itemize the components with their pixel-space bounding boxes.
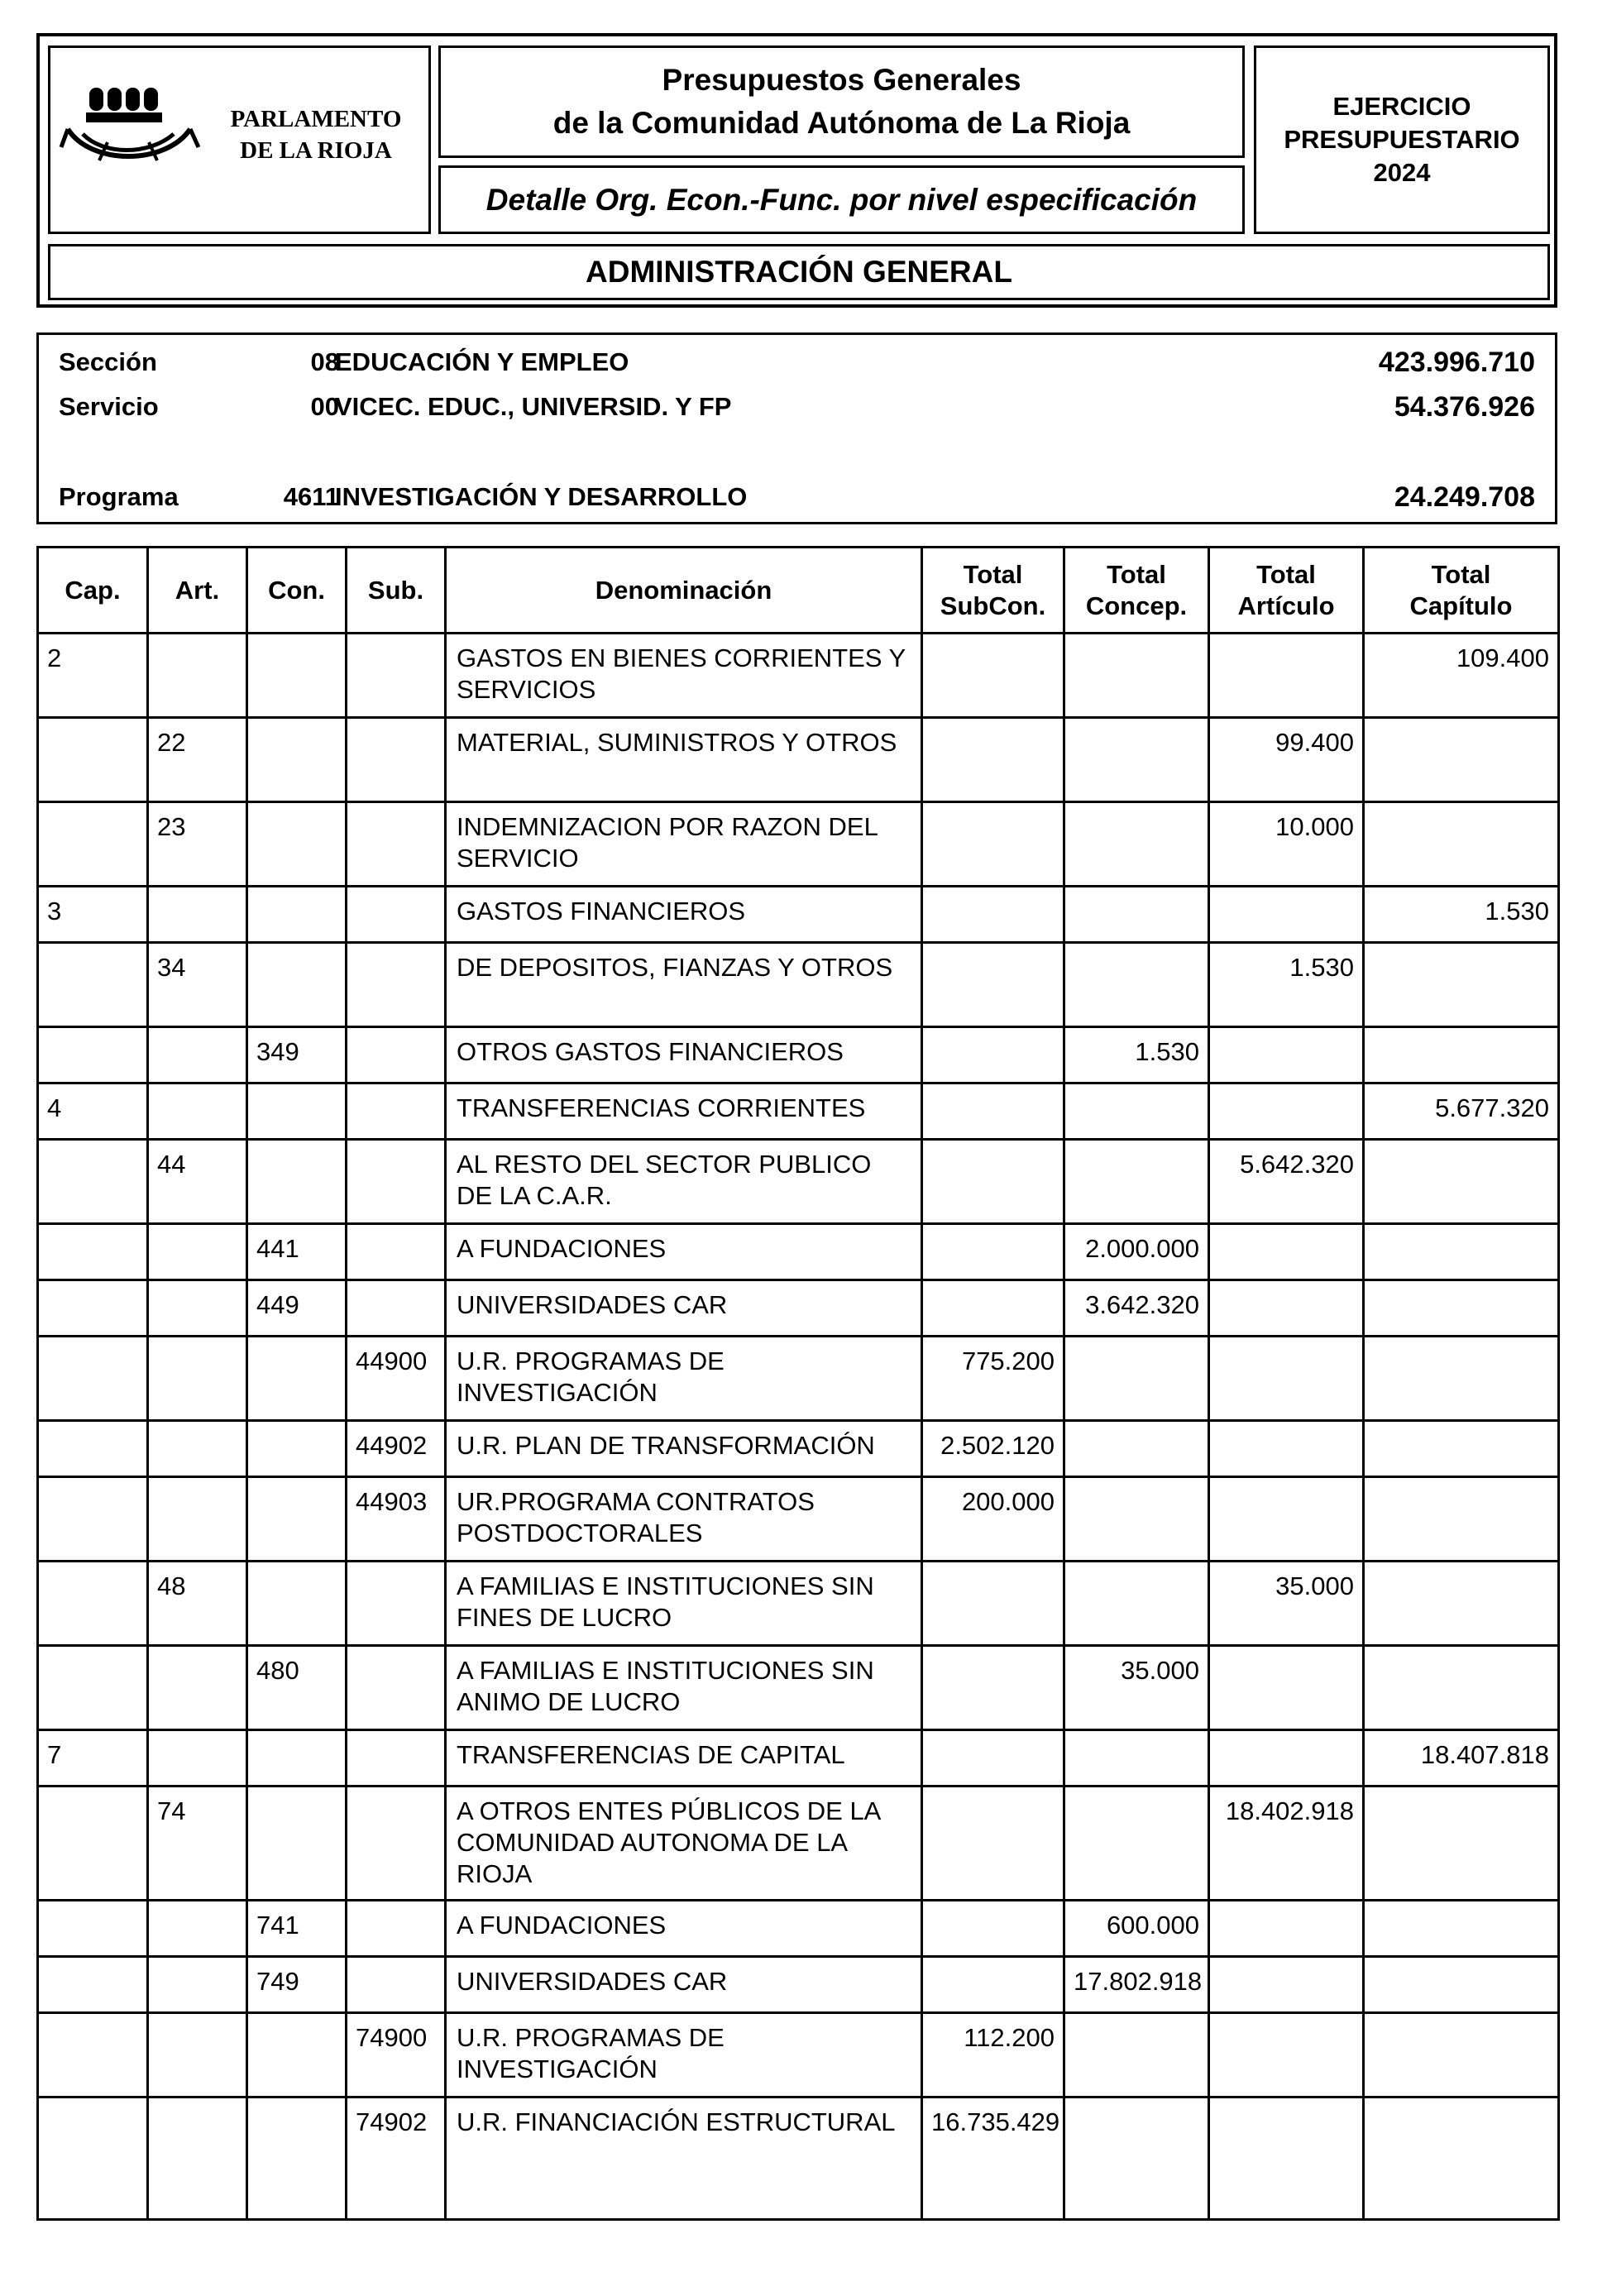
cell-subcon: [922, 1083, 1064, 1140]
cell-con: 749: [247, 1957, 347, 2013]
cell-sub: [347, 1224, 446, 1280]
cell-capitulo: [1364, 1421, 1559, 1477]
cell-subcon: [922, 887, 1064, 943]
exercise-line2: PRESUPUESTARIO: [1284, 125, 1520, 154]
cell-art: [148, 1027, 247, 1083]
header-total-subcon-l2: SubCon.: [940, 591, 1046, 620]
cell-sub: [347, 1027, 446, 1083]
cell-con: [247, 2013, 347, 2097]
cell-concep: [1064, 943, 1209, 1027]
cell-capitulo: [1364, 1901, 1559, 1957]
table-row: [38, 1646, 1559, 1730]
logo-text-line1: PARLAMENTO: [230, 106, 402, 132]
table-row: [38, 1027, 1559, 1083]
cell-art: [148, 2097, 247, 2220]
cell-subcon: [922, 1224, 1064, 1280]
cell-den: TRANSFERENCIAS CORRIENTES: [446, 1083, 922, 1140]
cell-subcon: [922, 1140, 1064, 1224]
cell-concep: [1064, 1562, 1209, 1646]
cell-sub: [347, 1280, 446, 1337]
cell-concep: 3.642.320: [1064, 1280, 1209, 1337]
cell-con: 441: [247, 1224, 347, 1280]
cell-capitulo: [1364, 1562, 1559, 1646]
cell-capitulo: [1364, 2013, 1559, 2097]
cell-cap: [38, 2013, 148, 2097]
cell-cap: [38, 1280, 148, 1337]
cell-art: [148, 1477, 247, 1562]
cell-art: [148, 1421, 247, 1477]
cell-capitulo: [1364, 1140, 1559, 1224]
table-row: [38, 1957, 1559, 2013]
header-total-capitulo-l2: Capítulo: [1409, 591, 1513, 620]
cell-den: MATERIAL, SUMINISTROS Y OTROS: [446, 718, 922, 802]
cell-con: [247, 1140, 347, 1224]
cell-art: [148, 1224, 247, 1280]
cell-capitulo: 109.400: [1364, 634, 1559, 718]
table-row: [38, 1901, 1559, 1957]
fiscal-year-panel: [1254, 45, 1550, 234]
programa-code: 4611: [283, 482, 339, 511]
cell-concep: 2.000.000: [1064, 1224, 1209, 1280]
header-total-capitulo-l1: Total: [1431, 559, 1491, 589]
header-total-concep-l1: Total: [1107, 559, 1166, 589]
cell-articulo: [1209, 1337, 1364, 1421]
cell-sub: [347, 943, 446, 1027]
cell-articulo: [1209, 1083, 1364, 1140]
cell-art: 48: [148, 1562, 247, 1646]
header-total-articulo-l1: Total: [1256, 559, 1316, 589]
cell-capitulo: [1364, 2097, 1559, 2220]
cell-articulo: [1209, 1280, 1364, 1337]
cell-cap: [38, 1224, 148, 1280]
seccion-amount: 423.996.710: [1378, 347, 1535, 378]
administration-title: ADMINISTRACIÓN GENERAL: [48, 244, 1550, 300]
cell-sub: 44903: [347, 1477, 446, 1562]
cell-cap: 7: [38, 1730, 148, 1787]
table-row: [38, 1730, 1559, 1787]
header-cap: Cap.: [38, 548, 148, 634]
cell-art: [148, 1280, 247, 1337]
cell-art: 74: [148, 1787, 247, 1901]
header-denominacion: Denominación: [446, 548, 922, 634]
cell-subcon: 200.000: [922, 1477, 1064, 1562]
cell-concep: [1064, 2097, 1209, 2220]
cell-sub: 74902: [347, 2097, 446, 2220]
cell-subcon: 2.502.120: [922, 1421, 1064, 1477]
table-row: [38, 634, 1559, 718]
cell-articulo: [1209, 1646, 1364, 1730]
cell-articulo: [1209, 2097, 1364, 2220]
servicio-code: 00: [310, 392, 339, 421]
cell-capitulo: [1364, 1787, 1559, 1901]
table-header-row: [38, 548, 1559, 634]
header-total-articulo: [1209, 548, 1364, 634]
cell-capitulo: [1364, 1027, 1559, 1083]
cell-cap: [38, 1337, 148, 1421]
cell-cap: [38, 802, 148, 887]
cell-articulo: [1209, 1957, 1364, 2013]
table-row: [38, 1280, 1559, 1337]
cell-articulo: 5.642.320: [1209, 1140, 1364, 1224]
cell-art: [148, 1646, 247, 1730]
cell-den: UR.PROGRAMA CONTRATOS POSTDOCTORALES: [446, 1477, 922, 1562]
cell-capitulo: [1364, 718, 1559, 802]
seccion-row: [39, 346, 1555, 379]
cell-capitulo: [1364, 943, 1559, 1027]
cell-sub: 44900: [347, 1337, 446, 1421]
cell-concep: [1064, 1083, 1209, 1140]
cell-den: U.R. PROGRAMAS DE INVESTIGACIÓN: [446, 2013, 922, 2097]
cell-subcon: [922, 634, 1064, 718]
servicio-amount: 54.376.926: [1394, 391, 1535, 423]
cell-subcon: 16.735.429: [922, 2097, 1064, 2220]
cell-articulo: [1209, 1421, 1364, 1477]
cell-sub: [347, 1562, 446, 1646]
cell-articulo: 10.000: [1209, 802, 1364, 887]
cell-art: [148, 1730, 247, 1787]
cell-con: [247, 887, 347, 943]
cell-cap: [38, 1140, 148, 1224]
cell-sub: [347, 1140, 446, 1224]
cell-den: DE DEPOSITOS, FIANZAS Y OTROS: [446, 943, 922, 1027]
cell-art: [148, 1337, 247, 1421]
programa-label: Programa: [59, 482, 179, 511]
cell-subcon: 775.200: [922, 1337, 1064, 1421]
cell-den: A FUNDACIONES: [446, 1224, 922, 1280]
cell-con: [247, 2097, 347, 2220]
header-sub: Sub.: [347, 548, 446, 634]
cell-den: INDEMNIZACION POR RAZON DEL SERVICIO: [446, 802, 922, 887]
table-body: [38, 634, 1559, 2220]
header-con: Con.: [247, 548, 347, 634]
cell-capitulo: 18.407.818: [1364, 1730, 1559, 1787]
cell-den: GASTOS FINANCIEROS: [446, 887, 922, 943]
cell-con: [247, 1421, 347, 1477]
cell-subcon: [922, 943, 1064, 1027]
cell-subcon: [922, 1787, 1064, 1901]
cell-sub: [347, 634, 446, 718]
cell-concep: [1064, 1477, 1209, 1562]
cell-capitulo: [1364, 802, 1559, 887]
cell-concep: [1064, 634, 1209, 718]
header-total-subcon-l1: Total: [963, 559, 1023, 589]
parliament-name: [217, 103, 415, 166]
parliament-logo-icon: [58, 83, 207, 174]
cell-cap: [38, 1027, 148, 1083]
servicio-label: Servicio: [59, 392, 159, 421]
header-art: Art.: [148, 548, 247, 634]
title-line2: de la Comunidad Autónoma de La Rioja: [552, 106, 1131, 140]
cell-concep: [1064, 887, 1209, 943]
cell-art: [148, 634, 247, 718]
cell-articulo: 18.402.918: [1209, 1787, 1364, 1901]
cell-subcon: [922, 1730, 1064, 1787]
cell-den: A FUNDACIONES: [446, 1901, 922, 1957]
cell-cap: 3: [38, 887, 148, 943]
cell-art: [148, 1957, 247, 2013]
cell-concep: [1064, 1787, 1209, 1901]
logo-text-line2: DE LA RIOJA: [240, 137, 392, 164]
table-row: [38, 1562, 1559, 1646]
cell-den: UNIVERSIDADES CAR: [446, 1957, 922, 2013]
cell-art: [148, 2013, 247, 2097]
cell-sub: [347, 1787, 446, 1901]
cell-articulo: [1209, 1730, 1364, 1787]
cell-articulo: 35.000: [1209, 1562, 1364, 1646]
cell-sub: [347, 1957, 446, 2013]
header-total-concep-l2: Concep.: [1085, 591, 1188, 620]
cell-subcon: [922, 1027, 1064, 1083]
table-row: [38, 1224, 1559, 1280]
cell-con: [247, 1083, 347, 1140]
cell-con: [247, 943, 347, 1027]
cell-concep: [1064, 1140, 1209, 1224]
cell-art: 34: [148, 943, 247, 1027]
table-row: [38, 1140, 1559, 1224]
cell-sub: [347, 1901, 446, 1957]
cell-capitulo: [1364, 1337, 1559, 1421]
cell-con: [247, 1477, 347, 1562]
cell-concep: 600.000: [1064, 1901, 1209, 1957]
cell-con: 349: [247, 1027, 347, 1083]
cell-capitulo: [1364, 1646, 1559, 1730]
cell-cap: [38, 1646, 148, 1730]
cell-cap: [38, 1421, 148, 1477]
cell-sub: [347, 887, 446, 943]
cell-den: A FAMILIAS E INSTITUCIONES SIN FINES DE LUCRO: [446, 1562, 922, 1646]
cell-den: U.R. PLAN DE TRANSFORMACIÓN: [446, 1421, 922, 1477]
table-row: [38, 1787, 1559, 1901]
cell-concep: 35.000: [1064, 1646, 1209, 1730]
cell-sub: [347, 1646, 446, 1730]
cell-sub: 74900: [347, 2013, 446, 2097]
document-subtitle: Detalle Org. Econ.-Func. por nivel especificación: [438, 165, 1245, 234]
cell-articulo: [1209, 1224, 1364, 1280]
exercise-line1: EJERCICIO: [1332, 92, 1471, 121]
cell-cap: 2: [38, 634, 148, 718]
cell-concep: [1064, 2013, 1209, 2097]
cell-den: U.R. FINANCIACIÓN ESTRUCTURAL: [446, 2097, 922, 2220]
cell-con: [247, 1787, 347, 1901]
seccion-code: 08: [310, 347, 339, 376]
cell-subcon: [922, 1901, 1064, 1957]
cell-concep: [1064, 1421, 1209, 1477]
cell-con: 449: [247, 1280, 347, 1337]
table-row: [38, 943, 1559, 1027]
table-row: [38, 1477, 1559, 1562]
cell-con: [247, 634, 347, 718]
cell-con: 480: [247, 1646, 347, 1730]
cell-articulo: 99.400: [1209, 718, 1364, 802]
cell-articulo: 1.530: [1209, 943, 1364, 1027]
cell-capitulo: 5.677.320: [1364, 1083, 1559, 1140]
cell-den: TRANSFERENCIAS DE CAPITAL: [446, 1730, 922, 1787]
cell-subcon: [922, 1646, 1064, 1730]
seccion-name: EDUCACIÓN Y EMPLEO: [335, 347, 629, 376]
cell-concep: [1064, 1730, 1209, 1787]
cell-art: [148, 1901, 247, 1957]
cell-cap: [38, 1477, 148, 1562]
cell-art: 23: [148, 802, 247, 887]
cell-articulo: [1209, 1477, 1364, 1562]
table-row: [38, 1421, 1559, 1477]
cell-sub: [347, 1083, 446, 1140]
cell-subcon: [922, 802, 1064, 887]
cell-den: GASTOS EN BIENES CORRIENTES Y SERVICIOS: [446, 634, 922, 718]
table-row: [38, 2097, 1559, 2220]
cell-cap: 4: [38, 1083, 148, 1140]
table-row: [38, 1083, 1559, 1140]
cell-concep: [1064, 802, 1209, 887]
document-title: [438, 45, 1245, 158]
cell-den: A FAMILIAS E INSTITUCIONES SIN ANIMO DE LUCRO: [446, 1646, 922, 1730]
table-row: [38, 1337, 1559, 1421]
cell-cap: [38, 1787, 148, 1901]
cell-con: [247, 1337, 347, 1421]
budget-summary-box: [36, 332, 1557, 524]
cell-subcon: [922, 718, 1064, 802]
cell-cap: [38, 2097, 148, 2220]
cell-con: 741: [247, 1901, 347, 1957]
table-row: [38, 802, 1559, 887]
table-row: [38, 2013, 1559, 2097]
seccion-label: Sección: [59, 347, 157, 376]
cell-con: [247, 718, 347, 802]
header-total-subcon: [922, 548, 1064, 634]
cell-concep: [1064, 718, 1209, 802]
cell-con: [247, 802, 347, 887]
cell-concep: 17.802.918: [1064, 1957, 1209, 2013]
cell-sub: [347, 718, 446, 802]
cell-den: A OTROS ENTES PÚBLICOS DE LA COMUNIDAD AUTONOMA DE LA RIOJA: [446, 1787, 922, 1901]
cell-articulo: [1209, 1027, 1364, 1083]
cell-cap: [38, 1562, 148, 1646]
cell-articulo: [1209, 2013, 1364, 2097]
cell-subcon: [922, 1957, 1064, 2013]
cell-den: AL RESTO DEL SECTOR PUBLICO DE LA C.A.R.: [446, 1140, 922, 1224]
cell-cap: [38, 718, 148, 802]
cell-articulo: [1209, 887, 1364, 943]
cell-con: [247, 1562, 347, 1646]
cell-art: 22: [148, 718, 247, 802]
cell-cap: [38, 1957, 148, 2013]
cell-sub: [347, 1730, 446, 1787]
header-total-articulo-l2: Artículo: [1237, 591, 1335, 620]
programa-row: [39, 481, 1555, 514]
cell-art: [148, 887, 247, 943]
cell-capitulo: 1.530: [1364, 887, 1559, 943]
cell-subcon: [922, 1562, 1064, 1646]
cell-den: OTROS GASTOS FINANCIEROS: [446, 1027, 922, 1083]
table-row: [38, 718, 1559, 802]
cell-art: 44: [148, 1140, 247, 1224]
cell-con: [247, 1730, 347, 1787]
programa-name: INVESTIGACIÓN Y DESARROLLO: [335, 482, 748, 511]
cell-articulo: [1209, 634, 1364, 718]
cell-articulo: [1209, 1901, 1364, 1957]
cell-den: U.R. PROGRAMAS DE INVESTIGACIÓN: [446, 1337, 922, 1421]
cell-subcon: [922, 1280, 1064, 1337]
title-line1: Presupuestos Generales: [662, 63, 1021, 97]
servicio-row: [39, 390, 1555, 423]
cell-sub: 44902: [347, 1421, 446, 1477]
cell-cap: [38, 943, 148, 1027]
cell-cap: [38, 1901, 148, 1957]
table-row: [38, 887, 1559, 943]
cell-capitulo: [1364, 1224, 1559, 1280]
header-total-concep: [1064, 548, 1209, 634]
servicio-name: VICEC. EDUC., UNIVERSID. Y FP: [335, 392, 732, 421]
cell-concep: 1.530: [1064, 1027, 1209, 1083]
cell-sub: [347, 802, 446, 887]
cell-capitulo: [1364, 1957, 1559, 2013]
cell-capitulo: [1364, 1280, 1559, 1337]
cell-art: [148, 1083, 247, 1140]
cell-concep: [1064, 1337, 1209, 1421]
cell-capitulo: [1364, 1477, 1559, 1562]
cell-den: UNIVERSIDADES CAR: [446, 1280, 922, 1337]
budget-detail-table: [36, 546, 1560, 2221]
exercise-year: 2024: [1373, 158, 1431, 187]
header-total-capitulo: [1364, 548, 1559, 634]
programa-amount: 24.249.708: [1394, 481, 1535, 513]
cell-subcon: 112.200: [922, 2013, 1064, 2097]
